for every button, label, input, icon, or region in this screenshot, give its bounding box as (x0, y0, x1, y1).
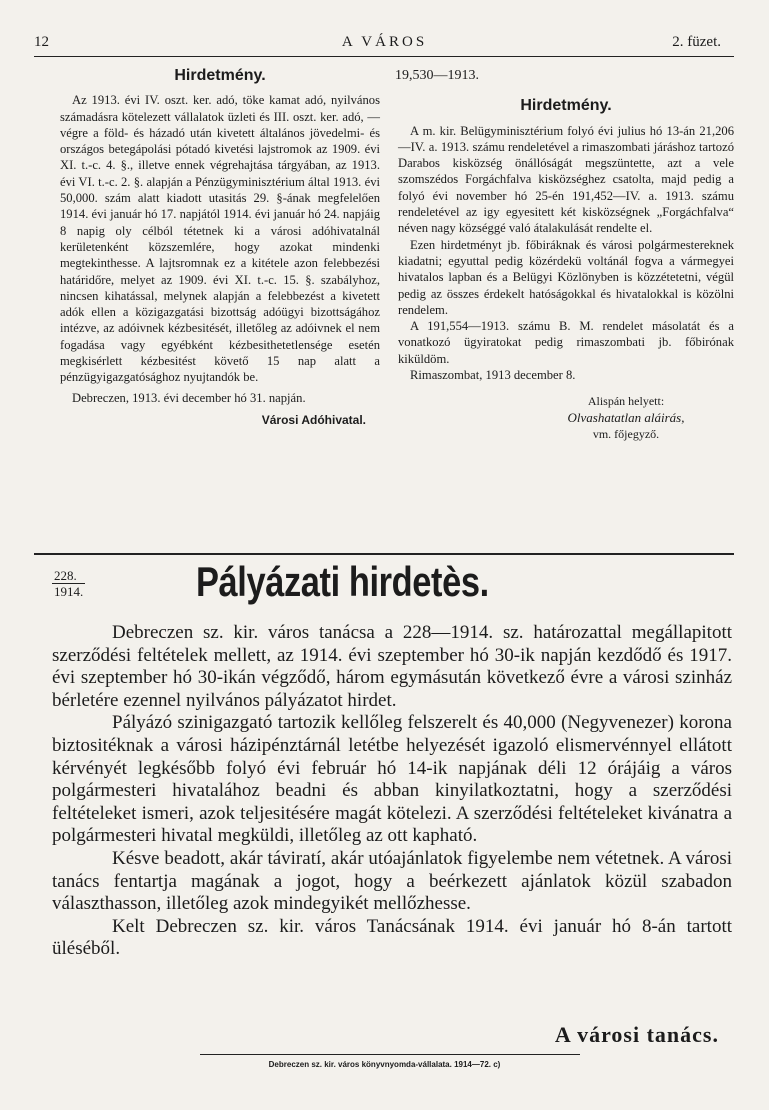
section-divider (34, 553, 734, 555)
left-notice-date: Debreczen, 1913. évi december hó 31. napján. (72, 390, 306, 405)
right-notice-paragraph-1: A m. kir. Belügyminisztérium folyó évi julius hó 13-án 21,206—IV. a. 1913. számu rendeletével a rimaszombati járáshoz tartozó Darabos kisközség önállóságát megszüntette, azt a vele szomszédos Forgáchfalva kisközséghez csatolta, majd pedig a folyó évi november hó 25-én 191,452—IV. a. 1913. számu rendeletével az igy egyesitett két kisközségnek „Forgáchfalva“ néven nagy községgé való átalakulását rendelte el. (398, 123, 734, 236)
right-notice-date: Rimaszombat, 1913 december 8. (410, 368, 576, 383)
tender-reference (52, 568, 85, 599)
right-notice (395, 68, 734, 442)
right-notice-paragraph-2: Ezen hirdetményt jb. főbiráknak és városi polgármestereknek kiadatni; egyuttal pedig közérdekü voltánál fogva a vármegyei hivatalos lapban és a Belügyi Közlönyben is közzétetetni, végül pedig az összes érdekelt hatóságokkal és hivatalokkal is közölni rendelem. (398, 237, 734, 317)
right-notice-sig-line3: vm. főjegyző. (592, 426, 660, 441)
tender-title: Pályázati hirdetès. (196, 558, 489, 605)
printer-imprint: Debreczen sz. kir. város könyvnyomda-vállalata. 1914—72. c) (268, 1060, 501, 1069)
left-notice (60, 64, 380, 428)
header-rule (34, 56, 734, 57)
tender-ref-top: 228. (52, 568, 85, 584)
tender-paragraph-3: Késve beadott, akár táviratí, akár utóajánlatok figyelembe nem vétetnek. A városi tanács fentartja magának a jogot, hogy a beérkezett ajánlatok közül szabadon választhasson, illetőleg azok mindegyikét mellőzhesse. (52, 847, 732, 915)
left-notice-title: Hirdetmény. (174, 67, 266, 84)
right-notice-reference: 19,530—1913. (395, 68, 479, 83)
left-notice-signature: Városi Adóhivatal. (261, 412, 366, 427)
tender-ref-bottom: 1914. (54, 584, 84, 599)
right-notice-sig-line1: Alispán helyett: (587, 394, 665, 409)
tender-body (52, 622, 732, 961)
right-notice-paragraph-3: A 191,554—1913. számu B. M. rendelet másolatát és a vonatkozó ügyiratokat pedig rimaszombati jb. főbirónak kiküldöm. (398, 319, 734, 366)
left-notice-body: Az 1913. évi IV. oszt. ker. adó, töke kamat adó, nyilvános számadásra kötelezett vállalatok üzleti és III. oszt. ker. adó, — végre a föld- és házadó után kivetett általános jövedelmi- és országos betegápolási pótadó kivetési lajstromok az 1909. évi XI. t.-c. 4. §., illetve ennek végrehajtása tárgyában, az 1913. évi VI. t.-c. 2. §. alapján a Pénzügyminisztérium által 1913. évi 50,000. szám alatt kiadott utasitás 29. §-ának megfelelően 1914. évi január hó 17. napjától 1914. évi január hó 24. napjáig 8 napig oly célból tétetnek ki a városi adóhivatalnál kerületenként közszemlére, hogy azokat mindenki megtekinthesse. A lajtsromnak ez a kitétele azon felebbezési határidőre, melyet az 1909. évi XI. t.-c. 15. §. szabályhoz, nincsen kihatással, melynek alapján a felebbezést a kivetett adók ellen a közigazgatási bizottság adóügyi bizottságához intézve, az adóivnek kézbesitését, illetőleg az adóivnek el nem fogadása vagy egyébként kézbesithetetlensége esetén megkisérlett kézbesitést követő 15 nap alatt a pénzügyigazgatósághoz nyujtandók be. (60, 93, 380, 385)
tender-paragraph-2: Pályázó szinigazgató tartozik kellőleg felszerelt és 40,000 (Negyvenezer) korona biztositéknak a városi házipénztárnál letétbe helyezését igazoló elismervénnyel ellátott kérvényét legkésőbb folyó évi február hó 14-ik napjának déli 12 órájáig a város polgármesteri hivatalához beadni és abban kinyilatkoztatni, hogy a szerződési feltételeket ismeri, azok teljesitésére magát kötelezi. A szerződési feltételeket kivánatra a polgármesteri hivatal megküldi, illetőleg az ott kapható. (52, 712, 732, 847)
right-notice-title: Hirdetmény. (520, 97, 612, 115)
issue-number: 2. füzet. (672, 34, 721, 50)
journal-title: A VÁROS (341, 34, 428, 50)
right-notice-sig-line2: Olvashatatlan aláirás, (567, 409, 685, 425)
tender-paragraph-1: Debreczen sz. kir. város tanácsa a 228—1914. sz. határozattal megállapitott szerződési feltételek mellett, az 1914. évi szeptember hó 30-ik napján kezdődő és 1917. évi szeptember hó 30-ikán végződő, három egymásután következő évre a városi szinház bérletére ezennel nyilvános pályázatot hirdet. (52, 622, 732, 711)
tender-paragraph-4: Kelt Debreczen sz. kir. város Tanácsának 1914. évi január hó 8-án tartott üléséből. (52, 915, 732, 960)
footer-rule (200, 1054, 580, 1055)
page-number: 12 (34, 34, 49, 50)
tender-signature: A városi tanács. (554, 1022, 719, 1047)
